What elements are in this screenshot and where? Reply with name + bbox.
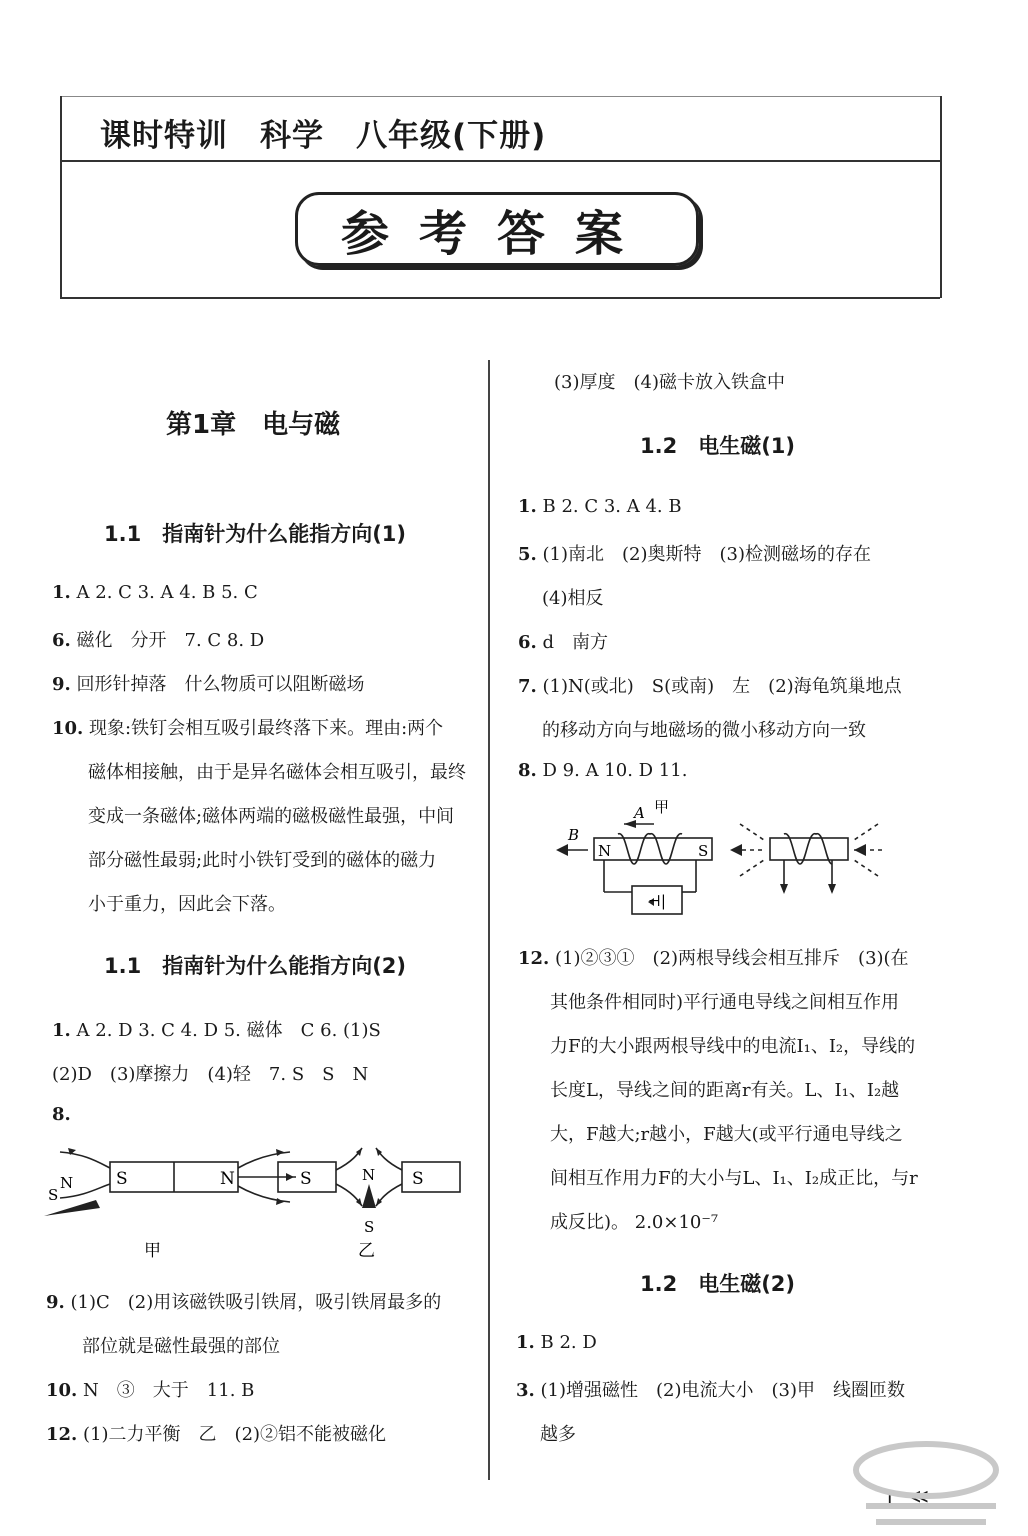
magnet-field-diagram [40,1138,480,1268]
needle-label-n: N [60,1174,74,1192]
answer-line: 其他条件相同时)平行通电导线之间相互作用 [550,992,900,1013]
section-title-1-2-1: 1.2 电生磁(1) [640,434,796,458]
answer-line: 8. [52,1104,71,1125]
answer-line: 9. 回形针掉落 什么物质可以阻断磁场 [52,674,365,695]
answer-line: 12. (1)②③① (2)两根导线会相互排斥 (3)(在 [518,948,909,969]
coil-label-b: B [568,826,580,844]
coil-label-s: S [698,842,709,860]
answer-line: 10. N ③ 大于 11. B [46,1380,255,1401]
answer-line: 3. (1)增强磁性 (2)电流大小 (3)甲 线圈匝数 [516,1380,906,1401]
answer-line: 成反比)。 2.0×10⁻⁷ [550,1212,719,1233]
book-title: 课时特训 科学 八年级(下册) [100,118,547,154]
coil-label-n: N [598,842,612,860]
answer-line: 12. (1)二力平衡 乙 (2)②铝不能被磁化 [46,1424,387,1445]
answer-line: 大，F越大;r越小，F越大(或平行通电导线之 [550,1124,903,1145]
right-magnet-label: S [412,1169,424,1189]
coil-label-jia: 甲 [654,798,670,816]
answer-line: 8. D 9. A 10. D 11. [518,760,688,781]
answer-line: (2)D (3)摩擦力 (4)轻 7. S S N [52,1064,369,1085]
answer-line: 长度L，导线之间的距离r有关。L、I₁、I₂越 [550,1080,900,1101]
answer-line: 1. B 2. D [516,1332,597,1353]
page-number: 1 [884,1488,896,1509]
answer-title: 参考答案 [340,205,653,262]
section-title-1-2-2: 1.2 电生磁(2) [640,1272,796,1296]
needle-label-s: S [48,1186,59,1204]
left-magnet-label: S [300,1169,312,1189]
answer-line: 部位就是磁性最强的部位 [82,1336,280,1357]
answer-line: 1. A 2. C 3. A 4. B 5. C [52,582,258,603]
electromagnet-diagram [548,794,898,924]
answer-line: 小于重力，因此会下落。 [88,894,286,915]
figure-label-jia: 甲 [144,1241,161,1261]
answer-line: 变成一条磁体;磁体两端的磁极磁性最强，中间 [88,806,455,827]
section-title-1-1-1: 1.1 指南针为什么能指方向(1) [104,522,407,546]
answer-line: 5. (1)南北 (2)奥斯特 (3)检测磁场的存在 [518,544,872,565]
page-arrow-mark: ≪ [908,1484,929,1508]
answer-line: 间相互作用力F的大小与L、I₁、I₂成正比，与r [550,1168,918,1189]
watermark-logo [846,1436,1016,1532]
section-title-1-1-2: 1.1 指南针为什么能指方向(2) [104,954,407,978]
answer-line: 的移动方向与地磁场的微小移动方向一致 [542,720,866,741]
header-mid-rule [60,160,940,162]
answer-line: 磁体相接触，由于是异名磁体会相互吸引，最终 [88,762,466,783]
answer-title-badge [295,192,699,266]
chapter-title: 第1章 电与磁 [166,410,341,440]
answer-line: 6. d 南方 [518,632,609,653]
answer-line: 10. 现象:铁钉会相互吸引最终落下来。理由:两个 [52,718,444,739]
answer-line: 7. (1)N(或北) S(或南) 左 (2)海龟筑巢地点 [518,676,902,697]
answer-line: 部分磁性最弱;此时小铁钉受到的磁体的磁力 [88,850,437,871]
continuation-line: (3)厚度 (4)磁卡放入铁盒中 [554,372,785,393]
answer-line: 力F的大小跟两根导线中的电流I₁、I₂，导线的 [550,1036,916,1057]
header-bottom-rule [60,297,940,299]
compass-label-s: S [364,1218,375,1236]
figure-label-yi: 乙 [358,1241,375,1261]
battery-symbol: ⊣| [648,892,666,910]
solenoid-core [594,838,712,860]
answer-line: 9. (1)C (2)用该磁铁吸引铁屑，吸引铁屑最多的 [46,1292,442,1313]
magnet-label-s: S [116,1169,128,1189]
answer-line: 1. A 2. D 3. C 4. D 5. 磁体 C 6. (1)S [52,1020,381,1041]
answer-line: 1. B 2. C 3. A 4. B [518,496,682,517]
magnet-label-n: N [220,1169,235,1189]
answer-line: 越多 [540,1424,576,1445]
coil-label-a: A [634,804,645,822]
answer-line: 6. 磁化 分开 7. C 8. D [52,630,265,651]
right-magnet [402,1162,460,1192]
column-divider [488,360,490,1480]
answer-line: (4)相反 [542,588,604,609]
compass-label-n: N [362,1166,376,1184]
